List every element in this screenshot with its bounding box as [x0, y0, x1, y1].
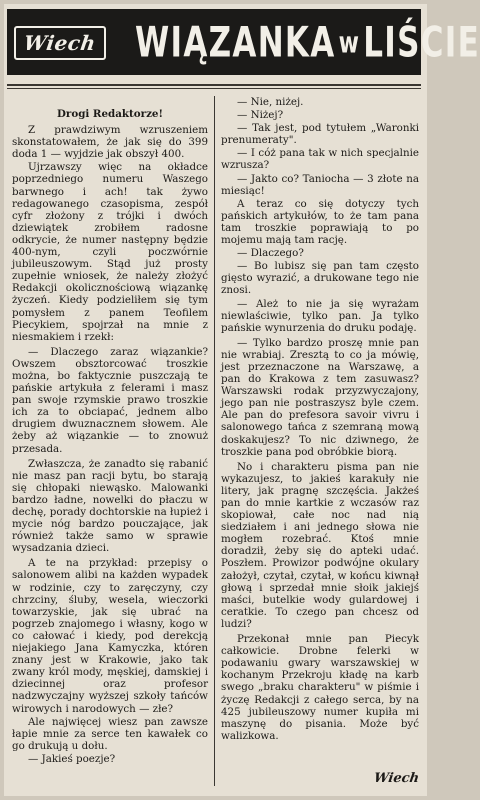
logo-text: Wiech	[22, 31, 98, 55]
paragraph: — Bo lubisz się pan tam często gięsto wyrazić, a drukowane tego nie znosi.	[221, 260, 419, 297]
paragraph: Ale najwięcej wiesz pan zawsze łapie mnie za serce ten kawałek co go drukują u dołu.	[12, 715, 208, 752]
right-column	[221, 96, 419, 743]
title-word-1: WIĄZANKA	[135, 18, 336, 68]
paragraph: A teraz co się dotyczy tych pańskich artykułów, to że tam pana tam troszkie poprawiają to po mojemu mają tam rację.	[221, 197, 419, 247]
paragraph: — Dlaczego?	[237, 247, 304, 260]
newspaper-page	[4, 4, 480, 796]
article-title	[135, 9, 480, 77]
paragraph: No i charakteru pisma pan nie wykazujesz, to jakieś karakuły nie litery, jak pragnę szczęścia. Jakżeś pan do mnie kartkie z wczasów raz skopiował, całe noc nad nią siedziałem i ani jednego słowa nie mogłem rozebrać. Ktoś mnie doradził, żeby się do apteki udać. Poszłem. Prowizor podwójne okulary założył, czytał, czytał, w końcu kiwnął głową i sprzedał mnie słoik jakiejś maści, butelkie wody gulardowej i ceratkie. To czego pan chcesz od ludzi?	[221, 460, 419, 630]
paragraph: Z prawdziwym wzruszeniem skonstatowałem, że jak się do 399 doda 1 — wyjdzie jak obszył 400.	[12, 124, 208, 161]
wiech-logo	[14, 26, 106, 60]
header-rule-bottom	[7, 88, 421, 89]
article-header	[7, 9, 480, 75]
paragraph: — I cóż pana tak w nich specjalnie wzrusza?	[221, 147, 419, 172]
paragraph: — Ależ to nie ja się wyrażam niewlaściwie, tylko pan. Ja tylko pańskie wynurzenia do druku podaję.	[221, 297, 419, 334]
column-divider	[214, 96, 215, 786]
title-word-3: LIŚCIE	[363, 18, 480, 68]
paragraph: — Tak jest, pod tytułem „Waronki prenumeraty".	[221, 122, 419, 147]
paragraph: — Tylko bardzo proszę mnie pan nie wrabiaj. Zresztą to co ja mówię, jest przeznaczone na Warszawę, a pan do Krakowa z tem zasuwasz? Warszawski rodak przyzwyczajony, jego pan nie postraszysz byle czem. Ale pan do prefesora savoir vivru i salonowego tańca z szemraną mową doskakujesz? To nic dziwnego, że troszkie pana pod obróbkie biorą.	[221, 336, 419, 458]
title-word-2: w	[338, 26, 361, 60]
paragraph: — Jakieś poezje?	[28, 752, 116, 765]
paragraph: — Nie, niżej.	[237, 96, 304, 108]
paragraph: — Jakto co? Taniocha — 3 złote na miesiąc!	[221, 172, 419, 197]
salutation: Drogi Redaktorze!	[56, 108, 163, 120]
author-signature: Wiech	[372, 771, 421, 786]
paragraph: — Niżej?	[237, 109, 284, 122]
paragraph: Zwłaszcza, że zanadto się rabanić nie masz pan racji bytu, bo starają się chłopaki niewąsko. Malowanki bardzo ładne, nowelki do płaczu w dechę, porady dochtorskie na łupież i mycie nóg bardzo pouczające, jak również także samo w sprawie wysadzania dzieci.	[12, 457, 208, 555]
paragraph: Ujrzawszy więc na okładce poprzedniego numeru Waszego barwnego i ach! tak żywo redagowanego czasopisma, zespół cyfr złożony z trójki i dwóch dziewiątek zrobiłem radosne odkrycie, że numer następny będzie 400-nym, czyli poczwórnie jubileuszowym. Stąd już prosty zupełnie wniosek, że należy złożyć Redakcji okolicznościową wiązankę życzeń. Kiedy podzieliłem się tym pomysłem z panem Teofilem Piecykiem, spojrzał na mnie z niesmakiem i rzekł:	[12, 161, 208, 343]
paragraph: Przekonał mnie pan Piecyk całkowicie. Drobne felerki w podawaniu gwary warszawskiej w kochanym Przekroju kładę na karb swego „braku charakteru" w piśmie i życzę Redakcji z całego serca, by na 425 jubileuszowy numer kupiła mi maszynę do pisania. Może być walizkowa.	[221, 633, 419, 742]
paragraph: — Dlaczego zaraz wiązankie? Owszem obsztorcować troszkie można, bo faktycznie puszczają te pańskie artykuła z felerami i masz pan swoje rzymskie prawo troszkie ich za to obciapać, jednem albo drugiem dwuznacznem słowem. Ale żeby aż wiązankie — to znowuż przesada.	[12, 345, 208, 455]
header-rule-top	[7, 84, 421, 86]
left-column	[12, 100, 208, 766]
paragraph: A te na przykład: przepisy o salonowem alibi na każden wypadek w rodzinie, czy to zaręczyny, czy chrzciny, śluby, wesela, wieczorki towarzyskie, jak się ubrać na pogrzeb znajomego i własny, kogo w co całować i kiedy, pod derekcją niejakiego Jana Kamyczka, któren znany jest w Krakowie, jako tak zwany król mody, męskiej, damskiej i dziecinnej oraz profesor nadzwyczajny wyższej szkoły tańców wirowych i narodowych — złe?	[12, 557, 208, 715]
